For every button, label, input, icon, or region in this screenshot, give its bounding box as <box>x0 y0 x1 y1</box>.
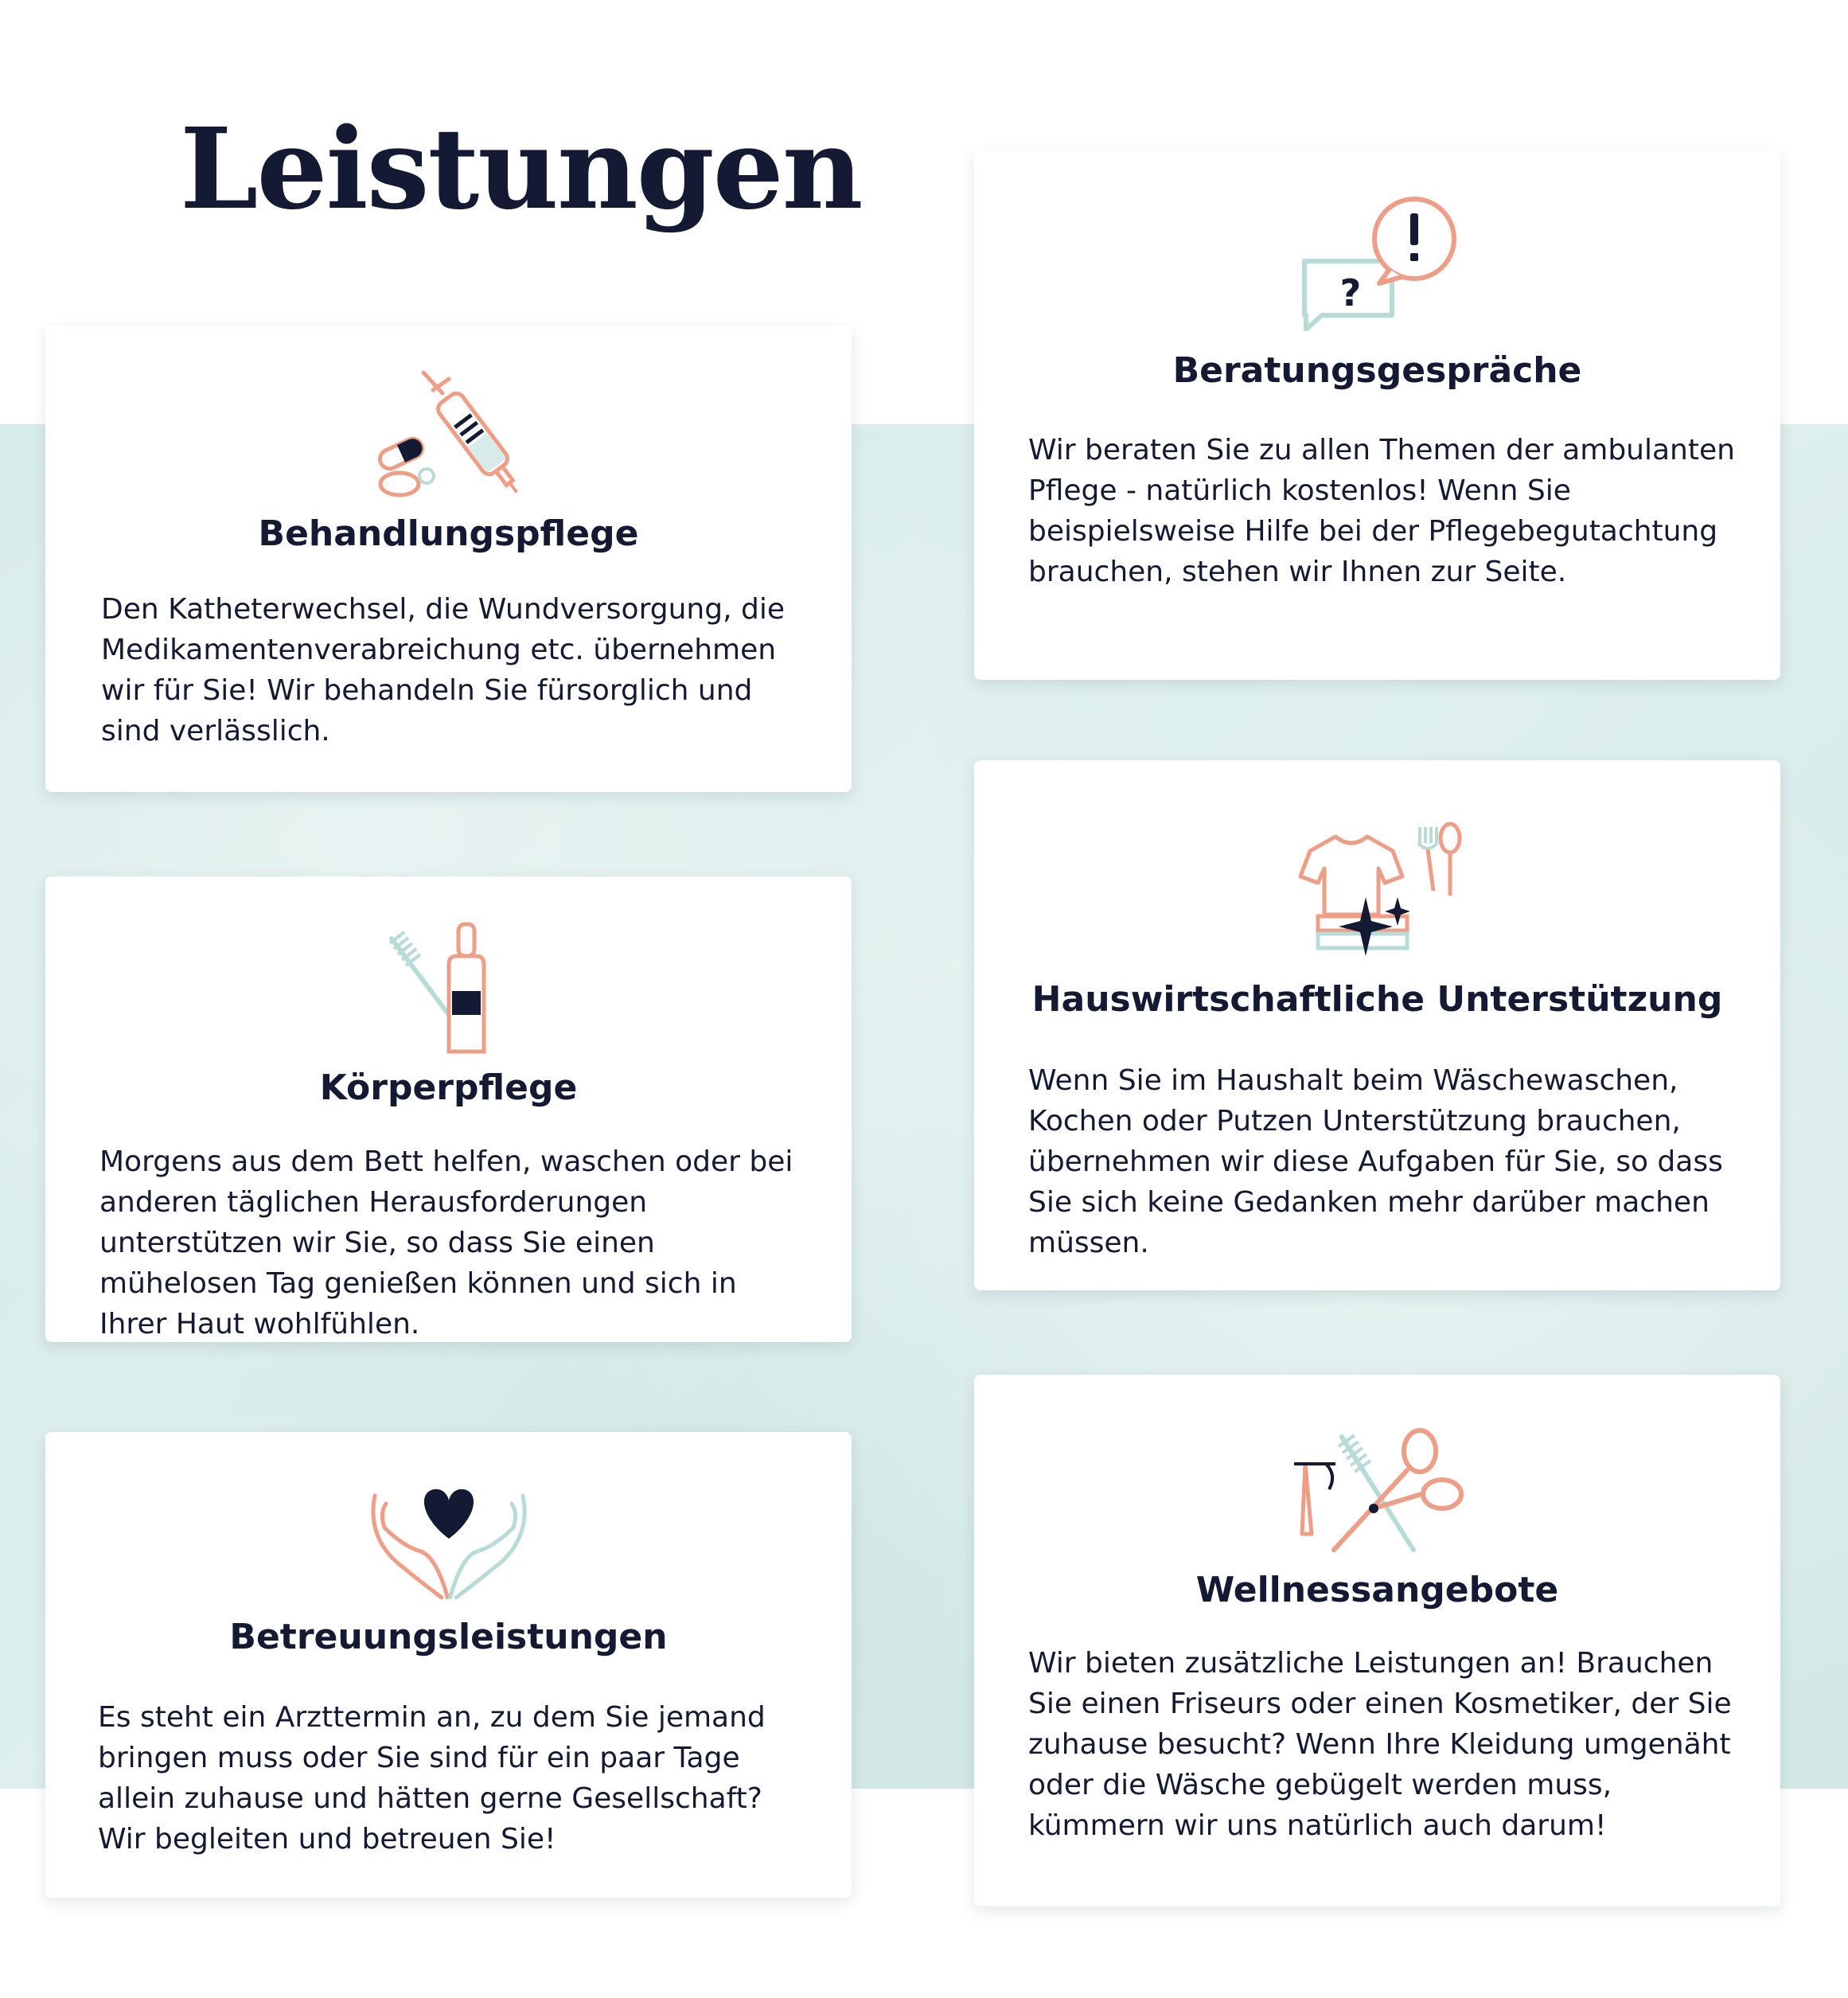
toothbrush-bottle-icon <box>369 916 528 1059</box>
service-card-behandlungspflege <box>45 326 852 792</box>
card-title: Wellnessangebote <box>1195 1570 1559 1610</box>
scissors-brush-icon <box>1286 1422 1469 1558</box>
card-text: Den Katheterwechsel, die Wundversorgung, die Medikamentenverabreichung etc. übernehmen wir für Sie! Wir behandeln Sie fürsorglich und sind verlässlich. <box>101 593 785 747</box>
card-text: Es steht ein Arzttermin an, zu dem Sie jemand bringen muss oder Sie sind für ein paar Tage allein zuhause und hätten gerne Gesellschaft? Wir begleiten und betreuen Sie! <box>98 1701 766 1856</box>
service-card-koerperpflege <box>45 876 852 1342</box>
laundry-cutlery-icon <box>1286 821 1469 964</box>
syringe-pill-icon <box>369 366 528 501</box>
card-text: Morgens aus dem Bett helfen, waschen oder bei anderen täglichen Herausforderungen unterstützen wir Sie, so dass Sie einen mühelosen Tag genießen können und sich in Ihrer Haut wohlfühlen. <box>99 1145 793 1340</box>
card-title: Körperpflege <box>319 1067 578 1108</box>
speech-bubbles-icon <box>1290 196 1465 331</box>
card-title: Behandlungspflege <box>258 513 639 554</box>
card-text: Wir beraten Sie zu allen Themen der ambulanten Pflege - natürlich kostenlos! Wenn Sie beispielsweise Hilfe bei der Pflegebegutachtung brauchen, stehen wir Ihnen zur Seite. <box>1028 434 1735 588</box>
service-card-wellnessangebote <box>974 1375 1780 1906</box>
service-card-beratungsgespraeche <box>974 150 1780 680</box>
heart-hands-icon <box>365 1480 532 1599</box>
service-card-betreuungsleistungen <box>45 1432 852 1898</box>
page-title: Leistungen <box>180 104 862 235</box>
card-text: Wir bieten zusätzliche Leistungen an! Brauchen Sie einen Friseurs oder einen Kosmetiker, der Sie zuhause besucht? Wenn Ihre Kleidung umgenäht oder die Wäsche gebügelt werden muss, kümmern wir uns natürlich auch darum! <box>1028 1647 1732 1842</box>
svg-text:?: ? <box>1339 271 1361 314</box>
card-title: Hauswirtschaftliche Unterstützung <box>1031 979 1723 1020</box>
card-text: Wenn Sie im Haushalt beim Wäschewaschen, Kochen oder Putzen Unterstützung brauchen, übernehmen wir diese Aufgaben für Sie, so dass Sie sich keine Gedanken mehr darüber machen müssen. <box>1028 1064 1723 1259</box>
card-title: Beratungsgespräche <box>1172 350 1582 391</box>
service-card-hauswirtschaft <box>974 760 1780 1290</box>
card-title: Betreuungsleistungen <box>229 1617 668 1657</box>
